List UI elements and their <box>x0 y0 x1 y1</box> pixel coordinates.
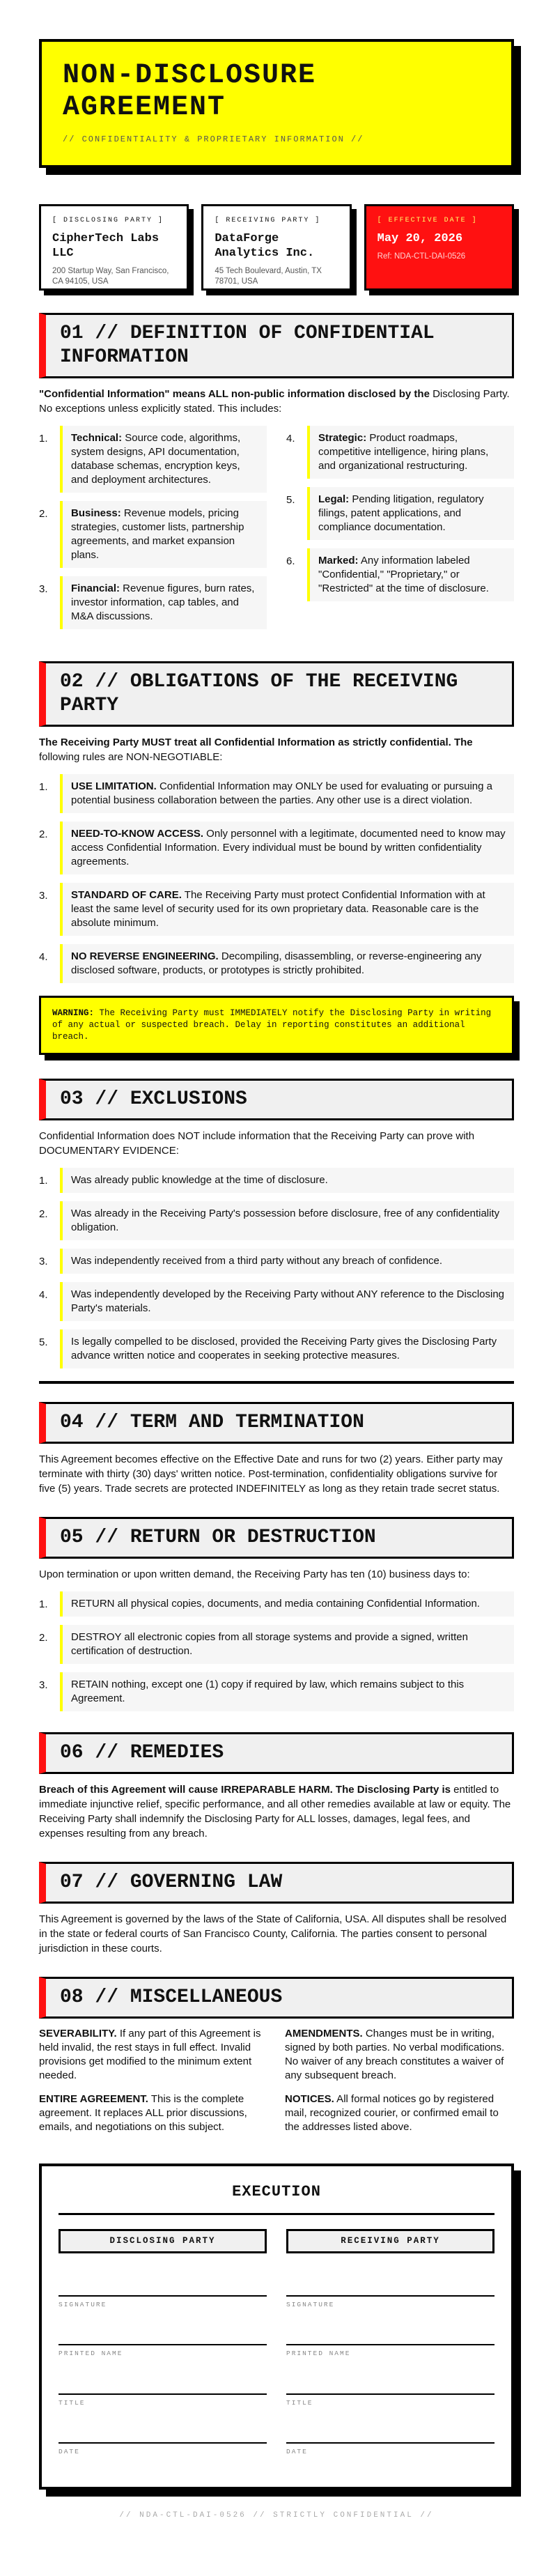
item-number: 1. <box>39 780 48 793</box>
title-label: TITLE <box>286 2398 313 2407</box>
breach-warning-box <box>39 996 514 1055</box>
signature-column-heading: DISCLOSING PARTY <box>59 2229 267 2254</box>
item-term: NO REVERSE ENGINEERING. <box>71 950 219 962</box>
signature-line[interactable] <box>286 2273 494 2297</box>
item-number: 5. <box>286 493 295 506</box>
list-item <box>39 1329 514 1368</box>
section-title-obligations: 02 // OBLIGATIONS OF THE RECEIVING PARTY <box>39 661 514 727</box>
item-term: Strategic: <box>318 431 367 444</box>
printed-name-line[interactable] <box>286 2322 494 2345</box>
document-footer: // NDA-CTL-DAI-0526 // STRICTLY CONFIDENTIAL // <box>119 2511 434 2520</box>
clause-text: This is the complete agreement. It replaces ALL prior discussions, emails, and negotiations on this subject. <box>39 2092 247 2133</box>
lead-text: following rules are NON-NEGOTIABLE: <box>39 750 223 763</box>
item-number: 5. <box>39 1336 48 1348</box>
item-box <box>60 426 267 493</box>
execution-title: EXECUTION <box>59 2182 494 2215</box>
list-item <box>39 883 514 936</box>
signature-column-heading: RECEIVING PARTY <box>286 2229 494 2254</box>
list-item <box>39 1168 514 1193</box>
list-item <box>39 774 514 813</box>
item-text: Revenue models, pricing strategies, customer lists, partnership agreements, and market expansion plans. <box>71 507 244 561</box>
warning-label: WARNING: <box>52 1008 95 1018</box>
section-lead: Upon termination or upon written demand, the Receiving Party has ten (10) business days to: <box>39 1568 470 1580</box>
item-number: 4. <box>39 950 48 963</box>
list-item <box>39 1201 514 1240</box>
date-line[interactable] <box>59 2420 267 2444</box>
signature-line[interactable] <box>59 2273 267 2297</box>
signature-columns <box>59 2229 494 2469</box>
obligations-list <box>39 774 514 983</box>
item-box: Was independently developed by the Receiving Party without ANY reference to the Disclosing Party's materials. <box>60 1282 514 1321</box>
list-item <box>286 487 514 540</box>
misc-clause <box>285 2027 514 2083</box>
definition-list-left <box>39 426 267 638</box>
item-box: RETAIN nothing, except one (1) copy if required by law, which remains subject to this Agreement. <box>60 1672 514 1711</box>
item-number: 2. <box>39 828 48 840</box>
item-box: RETURN all physical copies, documents, and media containing Confidential Information. <box>60 1591 514 1617</box>
section-divider <box>39 1381 514 1384</box>
warning-text: The Receiving Party must IMMEDIATELY notify the Disclosing Party in writing of any actual or suspected breach. Delay in reporting constitutes an additional breach. <box>52 1008 492 1042</box>
item-number: 4. <box>286 432 295 445</box>
document-title: NON-DISCLOSURE AGREEMENT <box>63 60 317 123</box>
item-box <box>60 501 267 568</box>
section-lead: Confidential Information does NOT include information that the Receiving Party can prove with DOCUMENTARY EVIDENCE: <box>39 1129 475 1157</box>
section-title-governing-law: 07 // GOVERNING LAW <box>39 1862 514 1904</box>
title-line[interactable] <box>286 2371 494 2395</box>
item-text: Revenue figures, burn rates, investor information, cap tables, and M&A discussions. <box>71 582 255 622</box>
section-title-definition: 01 // DEFINITION OF CONFIDENTIAL INFORMATION <box>39 313 514 378</box>
miscellaneous-columns <box>39 2027 514 2144</box>
remedies-bold: Breach of this Agreement will cause IRREPARABLE HARM. The Disclosing Party is <box>39 1783 451 1796</box>
reference-number: Ref: NDA-CTL-DAI-0526 <box>377 252 466 261</box>
item-box <box>60 883 514 936</box>
list-item <box>286 426 514 479</box>
list-item <box>39 944 514 983</box>
title-label: TITLE <box>59 2398 86 2407</box>
return-list <box>39 1591 514 1711</box>
party-name: CipherTech Labs LLC <box>52 231 159 260</box>
section-title-remedies: 06 // REMEDIES <box>39 1732 514 1774</box>
item-number: 2. <box>39 1208 48 1220</box>
receiving-party-card <box>201 204 351 291</box>
printed-name-line[interactable] <box>59 2322 267 2345</box>
item-box: Was already public knowledge at the time of disclosure. <box>60 1168 514 1193</box>
item-term: Business: <box>71 507 121 519</box>
list-item <box>39 501 267 568</box>
list-item <box>39 576 267 629</box>
item-number: 3. <box>39 583 48 595</box>
party-address: 200 Startup Way, San Francisco, CA 94105, USA <box>52 266 169 286</box>
item-term: USE LIMITATION. <box>71 780 157 792</box>
misc-column-left <box>39 2027 268 2144</box>
disclosing-party-card <box>39 204 189 291</box>
clause-text: If any part of this Agreement is held invalid, the rest stays in full effect. Invalid provisions get modified to the minimum extent needed. <box>39 2027 261 2081</box>
printed-name-label: PRINTED NAME <box>286 2350 351 2358</box>
item-box <box>307 487 514 540</box>
list-item <box>286 548 514 601</box>
date-tag: [ EFFECTIVE DATE ] <box>377 216 478 224</box>
signature-label: SIGNATURE <box>286 2301 335 2309</box>
governing-law-paragraph: This Agreement is governed by the laws of the State of California, USA. All disputes shall be resolved in the state or federal courts of San Francisco County, California. The parties consent to personal jurisdiction in these courts. <box>39 1913 507 1954</box>
misc-clause <box>39 2092 268 2134</box>
definition-list-right <box>286 426 514 638</box>
document-subtitle: // CONFIDENTIALITY & PROPRIETARY INFORMATION // <box>63 134 364 144</box>
item-text: Any information labeled "Confidential," "Proprietary," or "Restricted" at the time of disclosure. <box>318 554 489 594</box>
list-item <box>39 1625 514 1664</box>
item-term: STANDARD OF CARE. <box>71 888 182 901</box>
lead-text: Disclosing Party. No exceptions unless explicitly stated. This includes: <box>39 387 510 415</box>
list-item <box>39 426 267 493</box>
item-term: Marked: <box>318 554 359 566</box>
section-lead <box>39 735 514 764</box>
list-item <box>39 1249 514 1274</box>
item-text: Source code, algorithms, system designs, API documentation, database schemas, encryption keys, and deployment architectures. <box>71 431 241 486</box>
title-line[interactable] <box>59 2371 267 2395</box>
party-cards <box>39 204 514 291</box>
term-paragraph: This Agreement becomes effective on the Effective Date and runs for two (2) years. Either party may terminate with thirty (30) days' written notice. Post-termination, confidentiality obligations survive for five (5) years. Trade secrets are protected INDEFINITELY as long as they retain trade secret status. <box>39 1453 503 1495</box>
effective-date-card <box>364 204 514 291</box>
list-item <box>39 1672 514 1711</box>
item-box <box>307 426 514 479</box>
exclusions-list <box>39 1168 514 1368</box>
list-item <box>39 1282 514 1321</box>
item-box <box>60 774 514 813</box>
item-number: 1. <box>39 1598 48 1610</box>
item-box: DESTROY all electronic copies from all storage systems and provide a signed, written certification of destruction. <box>60 1625 514 1664</box>
remedies-text: entitled to immediate injunctive relief, specific performance, and all other remedies available at law or equity. The Receiving Party shall indemnify the Disclosing Party for ALL losses, damages, legal fees, and expenses resulting from any breach. <box>39 1783 511 1840</box>
date-label: DATE <box>286 2447 308 2455</box>
item-number: 3. <box>39 1679 48 1691</box>
lead-bold: "Confidential Information" means ALL non-public information disclosed by the <box>39 387 430 400</box>
execution-block <box>39 2164 514 2490</box>
misc-clause <box>285 2092 514 2134</box>
party-tag: [ DISCLOSING PARTY ] <box>52 216 164 224</box>
item-text: Only personnel with a legitimate, documented need to know may access Confidential Information. Every individual must be bound by written confidentiality agreements. <box>71 827 506 867</box>
clause-term: SEVERABILITY. <box>39 2027 117 2039</box>
disclosing-signature-column <box>59 2229 267 2469</box>
clause-term: NOTICES. <box>285 2092 334 2105</box>
item-number: 6. <box>286 555 295 567</box>
date-label: DATE <box>59 2447 80 2455</box>
item-text: Confidential Information may ONLY be used for evaluating or pursuing a potential business collaboration between the parties. Any other use is a direct violation. <box>71 780 493 806</box>
item-number: 1. <box>39 1174 48 1187</box>
item-number: 3. <box>39 889 48 902</box>
section-lead <box>39 387 514 416</box>
section-title-exclusions: 03 // EXCLUSIONS <box>39 1079 514 1120</box>
section-title-return: 05 // RETURN OR DESTRUCTION <box>39 1517 514 1559</box>
clause-text: Changes must be in writing, signed by both parties. No verbal modifications. No waiver of any breach constitutes a waiver of any subsequent breach. <box>285 2027 505 2081</box>
item-number: 2. <box>39 507 48 520</box>
misc-clause <box>39 2027 268 2083</box>
lead-bold: The Receiving Party MUST treat all Confidential Information as strictly confidential. The <box>39 736 473 748</box>
list-item <box>39 822 514 874</box>
effective-date: May 20, 2026 <box>377 231 463 245</box>
section-title-miscellaneous: 08 // MISCELLANEOUS <box>39 1977 514 2019</box>
item-box <box>60 944 514 983</box>
item-box <box>307 548 514 601</box>
clause-term: AMENDMENTS. <box>285 2027 363 2039</box>
party-address: 45 Tech Boulevard, Austin, TX 78701, USA <box>215 266 322 286</box>
item-term: Technical: <box>71 431 123 444</box>
item-text: The Receiving Party must protect Confidential Information with at least the same level of security used for its own proprietary data. Reasonable care is the absolute minimum. <box>71 888 485 929</box>
clause-term: ENTIRE AGREEMENT. <box>39 2092 148 2105</box>
misc-column-right <box>285 2027 514 2144</box>
section-title-term: 04 // TERM AND TERMINATION <box>39 1402 514 1444</box>
party-name: DataForge Analytics Inc. <box>215 231 315 260</box>
party-tag: [ RECEIVING PARTY ] <box>215 216 321 224</box>
item-term: Legal: <box>318 493 350 505</box>
definition-columns <box>39 426 514 638</box>
item-term: Financial: <box>71 582 120 594</box>
signature-label: SIGNATURE <box>59 2301 107 2309</box>
item-number: 3. <box>39 1255 48 1267</box>
item-box <box>60 822 514 874</box>
item-text: Product roadmaps, competitive intelligence, hiring plans, and organizational restructuring. <box>318 431 489 472</box>
clause-text: All formal notices go by registered mail, recognized courier, or confirmed email to the addresses listed above. <box>285 2092 499 2133</box>
item-box: Was independently received from a third party without any breach of confidence. <box>60 1249 514 1274</box>
item-box: Was already in the Receiving Party's possession before disclosure, free of any confidentiality obligation. <box>60 1201 514 1240</box>
item-box <box>60 576 267 629</box>
receiving-signature-column <box>286 2229 494 2469</box>
document-header <box>39 39 514 168</box>
list-item <box>39 1591 514 1617</box>
item-term: NEED-TO-KNOW ACCESS. <box>71 827 204 840</box>
item-text: Decompiling, disassembling, or reverse-engineering any disclosed software, products, or prototypes is strictly prohibited. <box>71 950 482 976</box>
item-text: Pending litigation, regulatory filings, patent applications, and compliance documentation. <box>318 493 484 533</box>
item-number: 2. <box>39 1631 48 1644</box>
item-number: 1. <box>39 432 48 445</box>
item-number: 4. <box>39 1288 48 1301</box>
remedies-paragraph <box>39 1782 514 1841</box>
date-line[interactable] <box>286 2420 494 2444</box>
item-box: Is legally compelled to be disclosed, provided the Receiving Party gives the Disclosing Party advance written notice and cooperates in seeking protective measures. <box>60 1329 514 1368</box>
printed-name-label: PRINTED NAME <box>59 2350 123 2358</box>
